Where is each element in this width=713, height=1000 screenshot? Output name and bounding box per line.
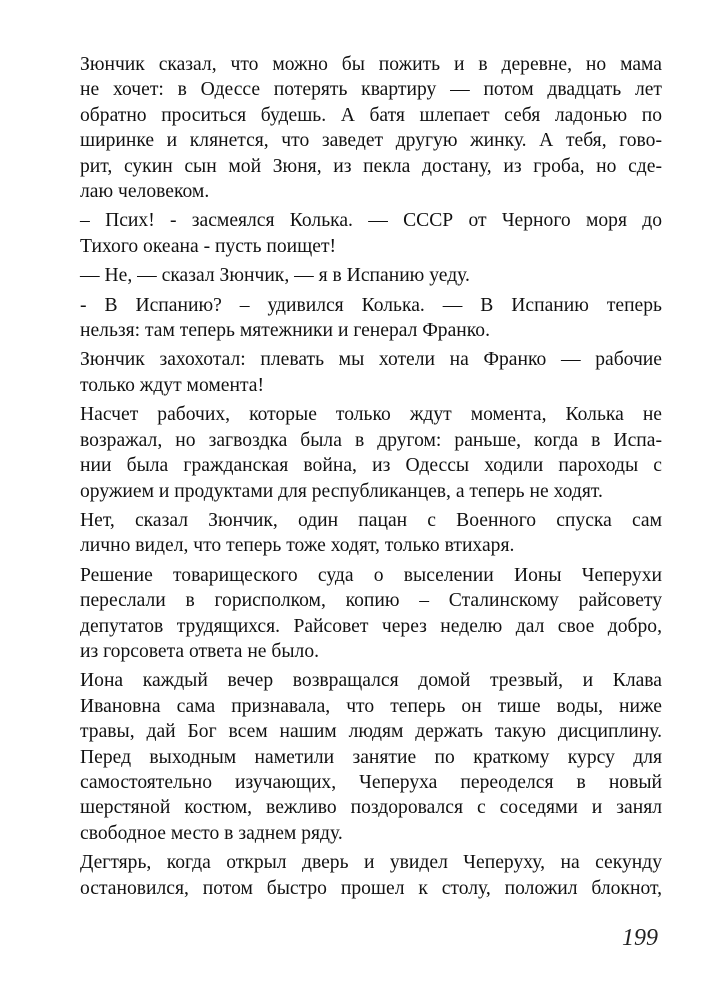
text-line: обратно проситься будешь. А батя шлепает себя ладонью по: [80, 104, 662, 126]
text-line: – Псих! - засмеялся Колька. — СССР от Черного моря до: [80, 210, 662, 232]
text-line: — Не, — сказал Зюнчик, — я в Испанию уеду.: [80, 265, 470, 287]
text-line: из горсовета ответа не было.: [80, 640, 320, 662]
paragraph: [54, 263, 662, 288]
text-line: - В Испанию? – удивился Колька. — В Испанию теперь: [80, 294, 662, 316]
page-number: 199: [622, 925, 658, 951]
text-line: Ивановна сама признавала, что теперь он тише воды, ниже: [80, 695, 662, 717]
paragraph: [54, 668, 662, 846]
page-body: [54, 52, 662, 905]
paragraph: [54, 850, 662, 901]
text-line: шерстяной костюм, вежливо поздоровался с соседями и занял: [80, 797, 662, 819]
text-line: Тихого океана - пусть поищет!: [80, 235, 337, 257]
text-line: самостоятельно изучающих, Чеперуха переоделся в новый: [80, 771, 662, 793]
text-line: Иона каждый вечер возвращался домой трезвый, и Клава: [80, 670, 662, 692]
text-line: возражал, но загвоздка была в другом: раньше, когда в Испа-: [80, 429, 662, 451]
text-line: ширинке и клянется, что заведет другую жинку. А тебя, гово-: [80, 130, 662, 152]
paragraph: [54, 402, 662, 504]
text-line: Зюнчик сказал, что можно бы пожить и в деревне, но мама: [80, 54, 662, 75]
text-line: переслали в горисполком, копию – Сталинскому райсовету: [80, 590, 662, 612]
paragraph: [54, 347, 662, 398]
text-line: только ждут момента!: [80, 374, 264, 396]
text-line: не хочет: в Одессе потерять квартиру — потом двадцать лет: [80, 79, 662, 101]
text-line: депутатов трудящихся. Райсовет через неделю дал свое добро,: [80, 615, 662, 637]
text-line: Нет, сказал Зюнчик, один пацан с Военного спуска сам: [80, 509, 662, 531]
text-line: Решение товарищеского суда о выселении Ионы Чеперухи: [80, 564, 662, 586]
text-line: рит, сукин сын мой Зюня, из пекла достану, из гроба, но сде-: [80, 155, 662, 177]
text-line: нельзя: там теперь мятежники и генерал Франко.: [80, 320, 491, 342]
text-line: лаю человеком.: [80, 181, 210, 203]
text-line: оружием и продуктами для республиканцев, а теперь не ходят.: [80, 480, 603, 502]
text-line: лично видел, что теперь тоже ходят, только втихаря.: [80, 535, 515, 557]
text-line: Зюнчик захохотал: плевать мы хотели на Франко — рабочие: [80, 349, 662, 371]
paragraph: [54, 52, 662, 204]
text-line: остановился, потом быстро прошел к столу, положил блокнот,: [80, 877, 662, 899]
paragraph: [54, 293, 662, 344]
paragraph: [54, 508, 662, 559]
text-line: Перед выходным наметили занятие по краткому курсу для: [80, 746, 662, 768]
text-line: Насчет рабочих, которые только ждут момента, Колька не: [80, 404, 662, 426]
paragraph: [54, 208, 662, 259]
text-line: травы, дай Бог всем нашим людям держать такую дисциплину.: [80, 721, 662, 743]
text-line: Дегтярь, когда открыл дверь и увидел Чеперуху, на секунду: [80, 852, 662, 874]
text-line: нии была гражданская война, из Одессы ходили пароходы с: [80, 455, 662, 477]
text-line: свободное место в заднем ряду.: [80, 822, 343, 844]
paragraph: [54, 563, 662, 665]
